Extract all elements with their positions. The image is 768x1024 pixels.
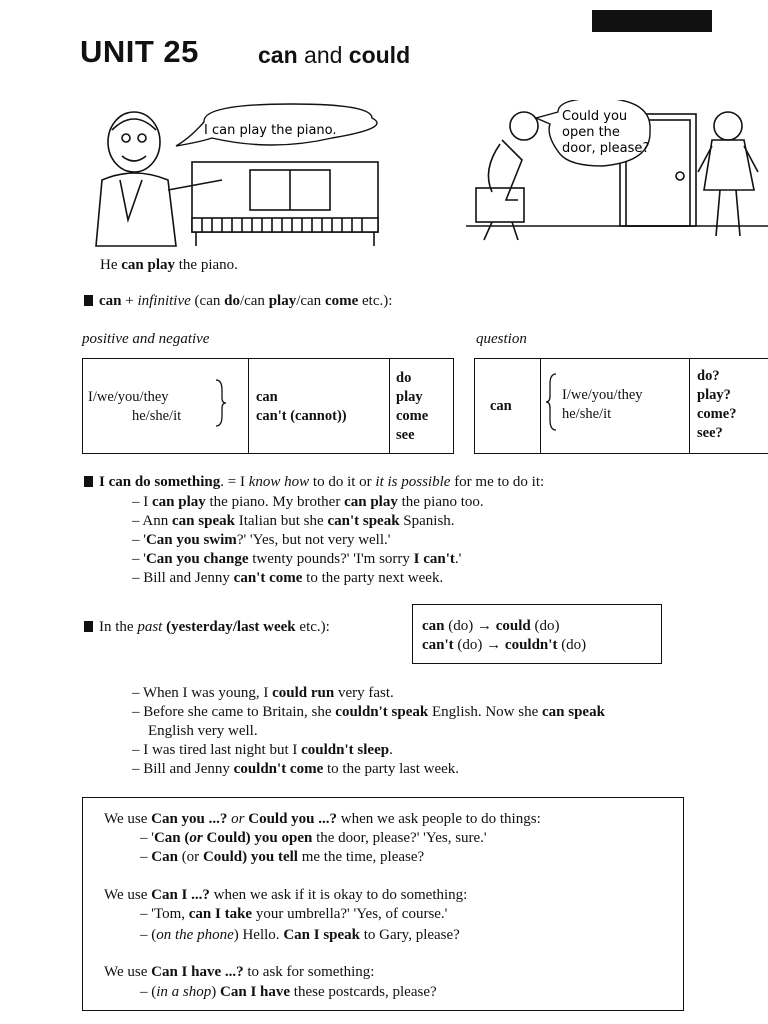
list-item: – 'Can you swim?' 'Yes, but not very well.' xyxy=(132,532,391,548)
piano xyxy=(192,162,378,246)
illustration xyxy=(72,100,768,260)
pos-verb-see: see xyxy=(396,427,415,443)
pos-subjects-1: I/we/you/they xyxy=(88,389,169,405)
q-subjects-2: he/she/it xyxy=(562,406,612,422)
list-item: – Ann can speak Italian but she can't speak Spanish. xyxy=(132,513,455,529)
q-verb-play: play? xyxy=(697,387,731,403)
list-item: – (on the phone) Hello. Can I speak to Gary, please? xyxy=(140,927,460,943)
caption: He can play the piano. xyxy=(100,257,238,273)
list-item-continuation: English very well. xyxy=(148,723,258,739)
list-item: – 'Tom, can I take your umbrella?' 'Yes, of course.' xyxy=(140,906,448,922)
bubble-right-line1: Could you xyxy=(562,109,628,124)
list-item: – I can play the piano. My brother can play the piano too. xyxy=(132,494,484,510)
pos-verb-do: do xyxy=(396,370,412,386)
usage-can-you: We use Can you ...? or Could you ...? when we ask people to do things: xyxy=(104,811,541,827)
infinitive-rule: can + infinitive (can do/can play/can come etc.): xyxy=(84,292,392,311)
unit-subtitle: can and could xyxy=(258,42,411,68)
unit-title: UNIT 25 xyxy=(80,34,199,69)
pos-can: can xyxy=(256,389,278,405)
corner-black-tab xyxy=(592,10,712,32)
speech-bubble-right xyxy=(536,100,650,166)
list-item: – 'Can you change twenty pounds?' 'I'm sorry I can't.' xyxy=(132,551,462,567)
q-verb-see: see? xyxy=(697,425,723,441)
question-label: question xyxy=(476,331,527,347)
bullet-square-icon xyxy=(84,476,93,487)
pos-subjects-2: he/she/it xyxy=(132,408,182,424)
section-past-heading: In the past (yesterday/last week etc.): xyxy=(84,618,330,637)
list-item: – Bill and Jenny can't come to the party next week. xyxy=(132,570,444,586)
list-item: – Bill and Jenny couldn't come to the party last week. xyxy=(132,761,460,777)
q-verb-do: do? xyxy=(697,368,720,384)
past-forms-line2: can't (do) → couldn't (do) xyxy=(422,637,587,653)
list-item: – (in a shop) Can I have these postcards, please? xyxy=(140,984,437,1000)
list-item: – Before she came to Britain, she couldn't speak English. Now she can speak xyxy=(132,704,605,720)
list-item: – When I was young, I could run very fast. xyxy=(132,685,394,701)
man-at-door xyxy=(476,112,538,240)
q-verb-come: come? xyxy=(697,406,737,422)
list-item: – 'Can (or Could) you open the door, please?' 'Yes, sure.' xyxy=(140,830,487,846)
pos-cant: can't (cannot)) xyxy=(256,408,347,424)
list-item: – Can (or Could) you tell me the time, please? xyxy=(140,849,425,865)
bullet-square-icon xyxy=(84,295,93,306)
bullet-square-icon xyxy=(84,621,93,632)
brace-icon xyxy=(214,378,228,428)
pos-neg-label: positive and negative xyxy=(82,331,210,347)
pos-verb-play: play xyxy=(396,389,423,405)
past-forms-line1: can (do) → could (do) xyxy=(422,618,560,634)
woman-figure xyxy=(698,112,758,236)
section-ability-heading: I can do something. = I know how to do it or it is possible for me to do it: xyxy=(84,473,544,492)
bubble-left-text: I can play the piano. xyxy=(204,123,337,138)
pos-verb-come: come xyxy=(396,408,429,424)
q-can: can xyxy=(490,398,512,414)
list-item: – I was tired last night but I couldn't sleep. xyxy=(132,742,393,758)
brace-icon xyxy=(544,372,558,432)
bubble-right-line3: door, please? xyxy=(562,141,650,156)
bubble-right-line2: open the xyxy=(562,125,620,140)
q-subjects-1: I/we/you/they xyxy=(562,387,643,403)
usage-can-i: We use Can I ...? when we ask if it is okay to do something: xyxy=(104,887,468,903)
speech-bubble-left xyxy=(176,104,377,146)
usage-can-i-have: We use Can I have ...? to ask for something: xyxy=(104,964,375,980)
